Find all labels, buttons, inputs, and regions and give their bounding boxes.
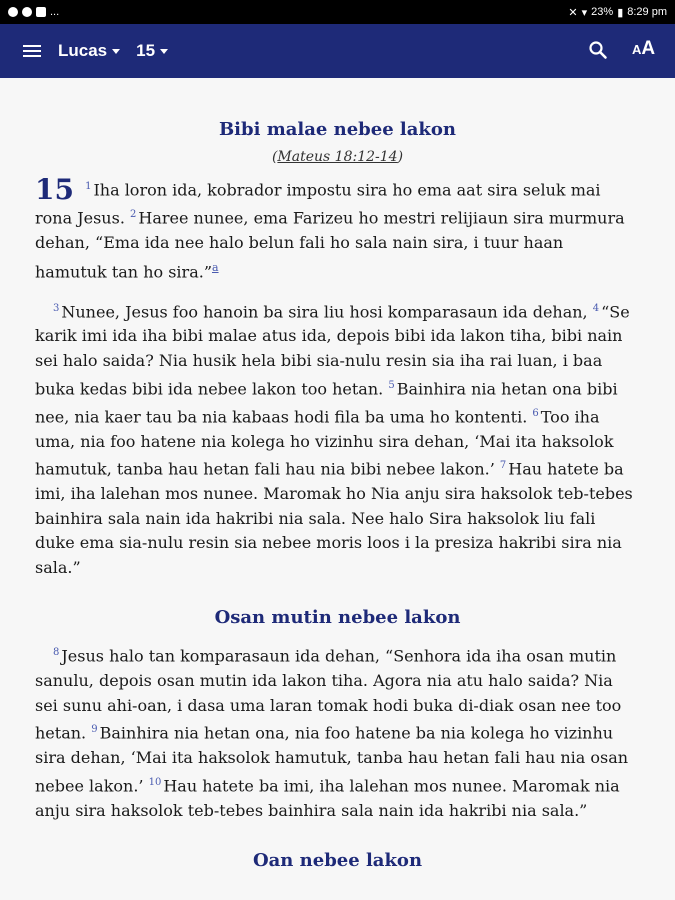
verse-number[interactable]: 5 <box>388 379 395 391</box>
battery-icon: ▮ <box>617 6 624 19</box>
system-icons <box>568 6 667 19</box>
mute-icon: ✕ <box>568 6 578 19</box>
verse-text: Too iha uma, nia foo hatene nia kolega ho vizinhu sira dehan, ‘Mai ita haksolok hamutuk, tanba hau hetan fali hau nia bibi nebee lakon.’ <box>35 406 614 479</box>
verse-number[interactable]: 2 <box>130 209 137 221</box>
verse-number[interactable]: 10 <box>148 776 162 788</box>
font-size-button[interactable]: AA <box>632 38 656 59</box>
verse-number[interactable]: 1 <box>85 181 92 193</box>
section-heading: Oan nebee lakon <box>252 850 423 872</box>
book-selector[interactable] <box>58 41 120 61</box>
app-bar <box>0 24 675 78</box>
verse-text: Bainhira nia hetan ona, nia foo hatene ba nia kolega ho vizinhu sira dehan, ‘Mai ita haksolok hamutuk, tanba hau hetan fali hau nia osan nebee lakon.’ <box>35 723 629 795</box>
verse-text: Hau hatete ba imi, iha lalehan mos nunee. Maromak nia anju sira haksolok teb-tebes bainhira sala nain ida hakribi nia sala.” <box>35 775 620 820</box>
verse-number[interactable]: 7 <box>499 460 507 472</box>
verse-number[interactable]: 4 <box>592 302 600 314</box>
verse-number[interactable]: 8 <box>53 646 60 658</box>
notification-icons <box>8 6 59 18</box>
chapter-selector[interactable] <box>136 41 168 61</box>
verse-number[interactable]: 3 <box>53 302 60 314</box>
verse-text: Bainhira nia hetan ona bibi nee, nia kaer tau ba nia kabaas hodi fila ba uma ho kontenti. <box>35 378 618 426</box>
section-heading: Bibi malae nebee lakon <box>218 119 457 140</box>
verse-text: Haree nunee, ema Farizeu ho mestri relijiaun sira murmura dehan, “Ema ida nee halo belun fali ho sala nain sira, i tuur haan hamutuk tan ho sira.” <box>35 208 625 281</box>
verse-text: Nunee, Jesus foo hanoin ba sira liu hosi komparasaun ida dehan, <box>61 301 593 321</box>
battery-level: 23% <box>591 6 614 18</box>
clock: 8:29 pm <box>627 6 667 18</box>
verse-text: Jesus halo tan komparasaun ida dehan, “Senhora ida iha osan mutin sanulu, depois osan mutin ida lakon tiha. Agora nia atu halo saida? Nia sei sunu ahi-oan, i dasa uma laran tomak hodi buka di-diak osan nee too hetan. <box>35 646 622 743</box>
chevron-down-icon <box>112 49 120 54</box>
instagram-icon <box>22 7 32 17</box>
footnote-link[interactable]: a <box>212 260 219 274</box>
chapter-number: 15 <box>136 41 156 60</box>
wifi-icon: ▾ <box>581 6 588 19</box>
verse-number[interactable]: 6 <box>532 407 539 419</box>
verse-text: Hau hatete ba imi, iha lalehan mos nunee. Maromak ho Nia anju sira haksolok teb-tebes bainhira sala nain ida hakribi nia sala. Nee halo Sira haksolok liu fali duke ema sia-nulu resin sia nebee moris loos i la presiza hakribi sira nia sala.” <box>35 459 633 577</box>
paragraph <box>35 641 640 823</box>
cross-reference[interactable]: (Mateus 18:12-14) <box>271 148 404 165</box>
chapter-content <box>35 78 640 874</box>
paragraph <box>35 172 640 284</box>
verse-text: Iha loron ida, kobrador impostu sira ho ema aat sira seluk mai rona Jesus. <box>35 180 601 228</box>
chrome-icon <box>8 7 18 17</box>
chapter-number-drop: 15 <box>35 172 74 206</box>
menu-icon[interactable] <box>23 44 41 58</box>
book-name: Lucas <box>58 41 108 60</box>
verse-number[interactable]: 9 <box>91 724 98 736</box>
status-bar <box>0 0 675 24</box>
verse-text: “Se karik imi ida iha bibi malae atus ida, depois bibi ida lakon tiha, bibi nain sei halo saida? Nia husik hela bibi sia-nulu resin sia iha rai luan, i baa buka kedas bibi ida nebee lakon too hetan. <box>35 301 630 398</box>
more-notifications: ... <box>50 6 60 18</box>
paragraph <box>35 297 640 581</box>
facebook-icon <box>36 7 46 17</box>
search-icon[interactable] <box>588 40 608 60</box>
section-heading: Osan mutin nebee lakon <box>214 607 461 629</box>
chevron-down-icon <box>160 49 168 54</box>
